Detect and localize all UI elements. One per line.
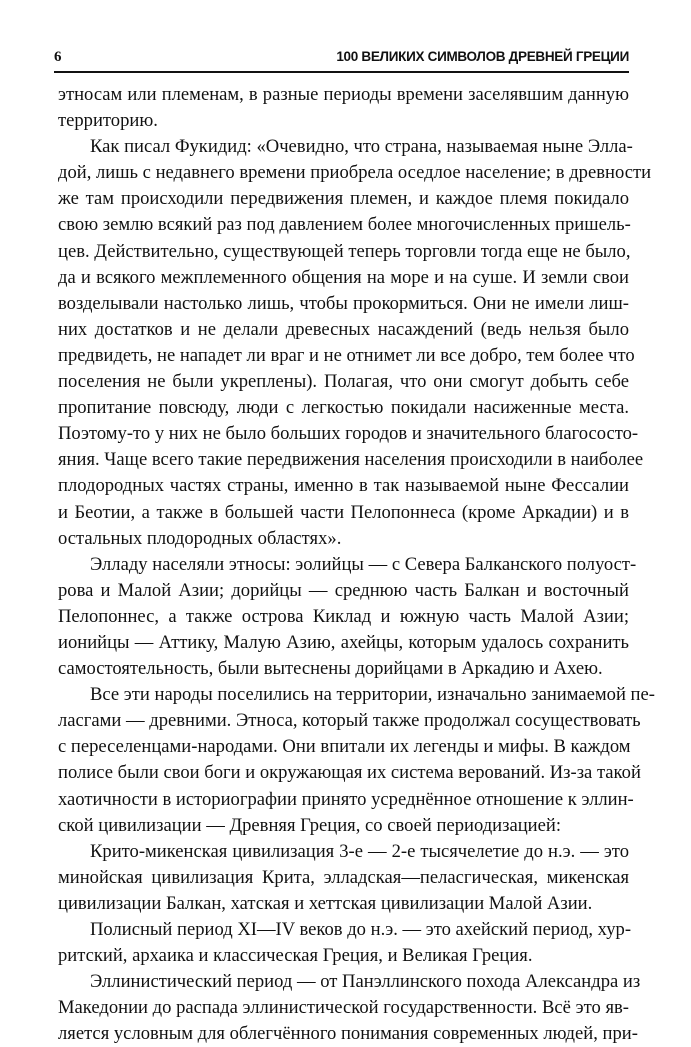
text-line: Все эти народы поселились на территории, изначально занимаемой пе- xyxy=(90,684,655,706)
text-line: поселения не были укреплены). Полагая, что они смогут добыть себе xyxy=(58,371,629,393)
text-line: Элладу населяли этносы: эолийцы — с Севера Балканского полуост- xyxy=(90,553,637,575)
text-line: ляется условным для облегчённого понимания современных людей, при- xyxy=(58,1023,638,1045)
text-line: цев. Действительно, существующей теперь торговли тогда еще не было, xyxy=(58,240,631,262)
text-line: полисе были свои боги и окружающая их система верований. Из-за такой xyxy=(58,762,641,784)
text-line: цивилизации Балкан, хатская и хеттская цивилизации Малой Азии. xyxy=(58,892,593,914)
text-line: Крито-микенская цивилизация 3-е — 2-е тысячелетие до н.э. — это xyxy=(90,840,629,862)
text-line: ласгами — древними. Этноса, который также продолжал сосуществовать xyxy=(58,710,641,732)
body-text xyxy=(58,82,655,1047)
text-line: минойская цивилизация Крита, элладская—пеласгическая, микенская xyxy=(58,866,629,888)
text-line: Поэтому-то у них не было больших городов и значительного благососто- xyxy=(58,423,639,445)
text-line: возделывали настолько лишь, чтобы прокормиться. Они не имели лиш- xyxy=(58,292,629,314)
text-line: рова и Малой Азии; дорийцы — среднюю часть Балкан и восточный xyxy=(58,579,629,601)
text-line: самостоятельность, были вытеснены дорийцами в Аркадию и Ахею. xyxy=(58,658,603,680)
text-line: остальных плодородных областях». xyxy=(58,527,342,549)
text-line: ской цивилизации — Древняя Греция, со своей периодизацией: xyxy=(58,814,562,836)
text-line: свою землю всякий раз под давлением более многочисленных пришель- xyxy=(58,214,631,236)
text-line: с переселенцами-народами. Они впитали их легенды и мифы. В каждом xyxy=(58,736,631,758)
text-line: дой, лишь с недавнего времени приобрела оседлое население; в древности xyxy=(58,162,652,184)
text-line: плодородных частях страны, именно в так называемой ныне Фессалии xyxy=(58,475,629,497)
page-header xyxy=(54,47,629,69)
page-number: 6 xyxy=(54,49,62,65)
text-line: Как писал Фукидид: «Очевидно, что страна, называемая ныне Элла- xyxy=(90,136,633,158)
text-line: Македонии до распада эллинистической государственности. Всё это яв- xyxy=(58,997,629,1019)
text-line: ионийцы — Аттику, Малую Азию, ахейцы, которым удалось сохранить xyxy=(58,631,629,653)
text-line: яния. Чаще всего такие передвижения населения происходили в наиболее xyxy=(58,449,644,471)
text-line: них достатков и не делали древесных насаждений (ведь нельзя было xyxy=(58,318,629,340)
text-line: Полисный период XI—IV веков до н.э. — это ахейский период, хур- xyxy=(90,919,632,940)
text-line: этносам или племенам, в разные периоды времени заселявшим данную xyxy=(58,84,629,105)
text-line: и Беотии, а также в большей части Пелопоннеса (кроме Аркадии) и в xyxy=(58,501,629,523)
text-line: Пелопоннес, а также острова Киклад и южную часть Малой Азии; xyxy=(58,605,629,627)
text-line: предвидеть, не нападет ли враг и не отнимет ли все добро, тем более что xyxy=(58,344,635,366)
text-line: да и всякого межплеменного общения на море и на суше. И земли свои xyxy=(58,266,629,288)
text-line: ритский, архаика и классическая Греция, и Великая Греция. xyxy=(58,945,533,967)
text-line: же там происходили передвижения племен, и каждое племя покидало xyxy=(58,188,629,210)
header-divider xyxy=(54,71,629,73)
text-line: пропитание повсюду, люди с легкостью покидали насиженные места. xyxy=(58,397,629,419)
text-line: Эллинистический период — от Панэллинского похода Александра из xyxy=(90,971,641,993)
text-line: территорию. xyxy=(58,110,158,132)
running-title: 100 ВЕЛИКИХ СИМВОЛОВ ДРЕВНЕЙ ГРЕЦИИ xyxy=(336,49,629,64)
text-line: хаотичности в историографии принято усреднённое отношение к эллин- xyxy=(58,788,634,810)
